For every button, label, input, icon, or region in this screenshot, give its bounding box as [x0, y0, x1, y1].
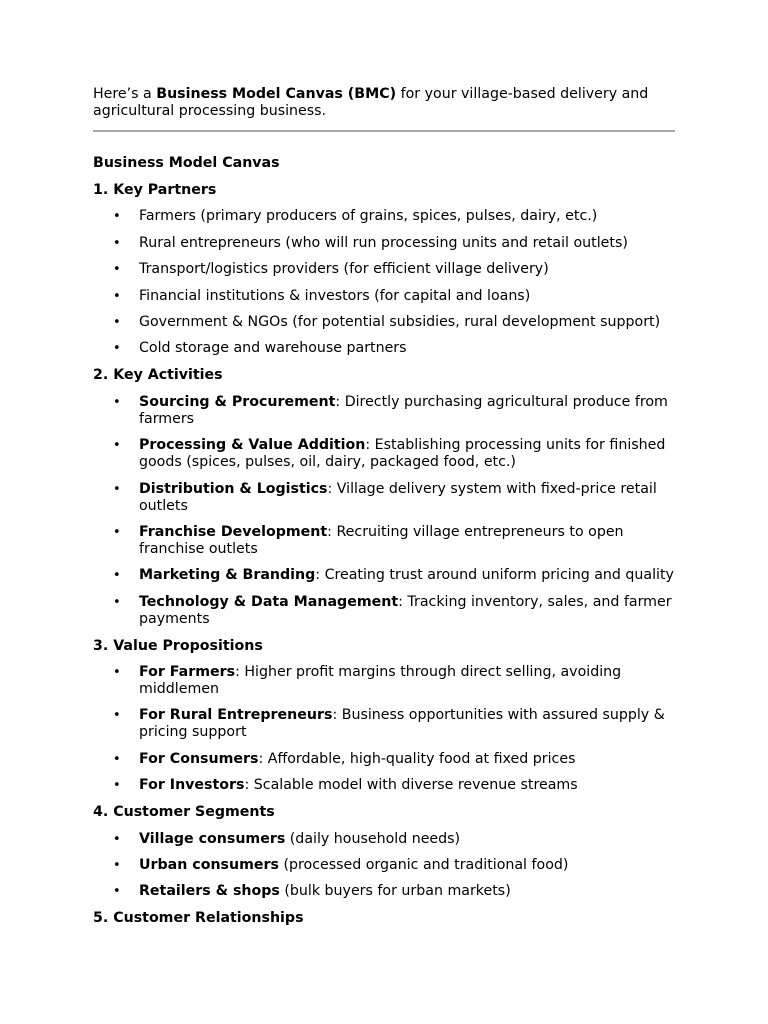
bullet-icon: •: [113, 568, 121, 584]
list-item: [93, 751, 675, 768]
item-bold-label: Village consumers: [139, 830, 286, 847]
item-bold-label: Retailers & shops: [139, 883, 280, 900]
list-item: [93, 594, 675, 628]
list-item: [93, 883, 675, 900]
list-item: [93, 777, 675, 794]
list-item: [93, 437, 675, 471]
item-text: Rural entrepreneurs (who will run processing units and retail outlets): [139, 234, 628, 251]
list-item: [93, 664, 675, 698]
bullet-icon: •: [113, 524, 121, 540]
bullet-icon: •: [113, 884, 121, 900]
item-bold-label: Technology & Data Management: [139, 593, 399, 610]
canvas-sections: [93, 182, 675, 927]
bullet-icon: •: [113, 751, 121, 767]
bullet-icon: •: [113, 394, 121, 410]
bullet-list: [93, 394, 675, 628]
list-item: [93, 288, 675, 305]
item-text: Farmers (primary producers of grains, spices, pulses, dairy, etc.): [139, 208, 598, 225]
item-text: : Business opportunities with assured supply & pricing support: [139, 707, 665, 741]
item-bold-label: For Farmers: [139, 664, 236, 681]
bullet-icon: •: [113, 858, 121, 874]
list-item: [93, 261, 675, 278]
bullet-icon: •: [113, 708, 121, 724]
bullet-icon: •: [113, 438, 121, 454]
item-text: : Tracking inventory, sales, and farmer payments: [139, 593, 672, 627]
intro-prefix: Here’s a: [93, 86, 157, 102]
bullet-icon: •: [113, 262, 121, 278]
item-text: : Scalable model with diverse revenue streams: [244, 777, 578, 794]
item-bold-label: For Rural Entrepreneurs: [139, 707, 333, 724]
section-title: 4. Customer Segments: [93, 804, 275, 821]
bullet-icon: •: [113, 314, 121, 330]
item-bold-label: Urban consumers: [139, 857, 279, 874]
item-bold-label: For Investors: [139, 777, 245, 794]
item-text: : Establishing processing units for finished goods (spices, pulses, oil, dairy, packaged food, etc.): [139, 437, 666, 471]
list-item: [93, 567, 675, 584]
item-text: Transport/logistics providers (for efficient village delivery): [139, 261, 549, 278]
item-text: Cold storage and warehouse partners: [139, 340, 407, 357]
list-item: [93, 340, 675, 357]
bullet-icon: •: [113, 235, 121, 251]
item-text: : Creating trust around uniform pricing and quality: [315, 567, 674, 584]
section-title: 3. Value Propositions: [93, 637, 263, 654]
list-item: [93, 857, 675, 874]
section-title: 5. Customer Relationships: [93, 910, 304, 927]
item-text: Government & NGOs (for potential subsidies, rural development support): [139, 313, 661, 330]
item-text: (bulk buyers for urban markets): [279, 883, 511, 900]
item-text: : Directly purchasing agricultural produce from farmers: [139, 393, 668, 427]
list-item: [93, 235, 675, 252]
item-text: : Affordable, high-quality food at fixed prices: [258, 750, 576, 767]
list-item: [93, 314, 675, 331]
item-bold-label: Distribution & Logistics: [139, 480, 328, 497]
bullet-icon: •: [113, 341, 121, 357]
canvas-title: Business Model Canvas: [93, 155, 280, 171]
item-bold-label: Franchise Development: [139, 523, 328, 540]
list-item: [93, 524, 675, 558]
item-bold-label: Processing & Value Addition: [139, 437, 366, 454]
item-text: : Higher profit margins through direct selling, avoiding middlemen: [139, 664, 622, 698]
list-item: [93, 394, 675, 428]
intro-bold: Business Model Canvas (BMC): [156, 86, 397, 102]
item-bold-label: Sourcing & Procurement: [139, 393, 336, 410]
section-title: 1. Key Partners: [93, 182, 217, 198]
bullet-icon: •: [113, 209, 121, 225]
item-bold-label: For Consumers: [139, 750, 259, 767]
intro-suffix: for your village-based delivery and agricultural processing business.: [93, 86, 649, 119]
bullet-icon: •: [113, 665, 121, 681]
item-text: : Recruiting village entrepreneurs to open franchise outlets: [139, 523, 624, 557]
horizontal-divider: [93, 130, 675, 132]
bullet-icon: •: [113, 481, 121, 497]
list-item: [93, 481, 675, 515]
intro-paragraph: [93, 86, 675, 120]
item-text: : Village delivery system with fixed-price retail outlets: [139, 480, 657, 514]
section-title: 2. Key Activities: [93, 367, 223, 384]
list-item: [93, 707, 675, 741]
list-item: [93, 208, 675, 225]
item-text: Financial institutions & investors (for capital and loans): [139, 287, 531, 304]
bullet-icon: •: [113, 831, 121, 847]
item-bold-label: Marketing & Branding: [139, 567, 316, 584]
bullet-list: [93, 664, 675, 794]
item-text: (processed organic and traditional food): [278, 857, 569, 874]
bullet-icon: •: [113, 594, 121, 610]
document-body: [93, 86, 675, 927]
bullet-icon: •: [113, 288, 121, 304]
bullet-list: [93, 208, 675, 357]
list-item: [93, 831, 675, 848]
item-text: (daily household needs): [285, 830, 461, 847]
bullet-list: [93, 831, 675, 901]
bullet-icon: •: [113, 778, 121, 794]
